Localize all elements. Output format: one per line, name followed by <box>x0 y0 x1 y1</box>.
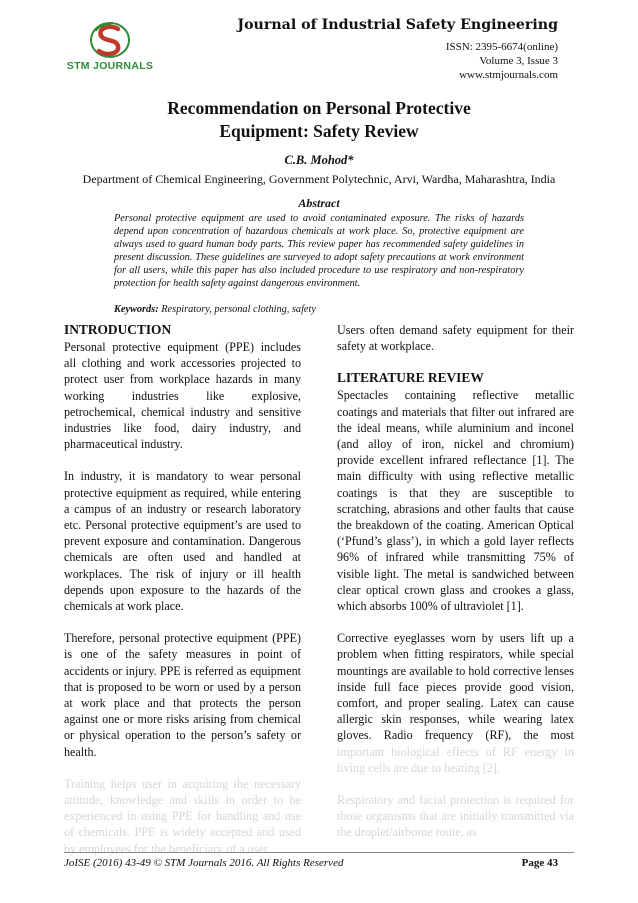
footer-divider <box>64 852 574 853</box>
section-heading-literature-review: LITERATURE REVIEW <box>337 370 484 386</box>
paper-title-line-1: Recommendation on Personal Protective <box>167 98 471 118</box>
journal-title: Journal of Industrial Safety Engineering <box>237 17 558 33</box>
intro-paragraph-4-faded: Training helps user in acquiring the necessary attitude, knowledge and skills in order to be experienced in using PPE for handling and use of chemicals. PPE is widely accepted and used by employees for the beneficiary of a user. <box>64 776 301 856</box>
lit-paragraph-2-visible: Corrective eyeglasses worn by users lift up a problem when fitting respirators, while special mountings are available to hold corrective lenses inside full face pieces provide good vision, comfort, and proper sealing. Latex can cause allergic skin responses, while wearing latex gloves. Radio frequency (RF), the most <box>337 631 574 743</box>
paper-title <box>90 97 548 143</box>
intro-paragraph-continued: Users often demand safety equipment for their safety at workplace. <box>337 323 574 354</box>
volume-issue: Volume 3, Issue 3 <box>479 55 558 67</box>
intro-paragraph-1: Personal protective equipment (PPE) includes all clothing and work accessories projected to protect user from workplace hazards in many working industries like explosive, petrochemical, chemical industry and sensitive industries like food, dairy industry, and pharmaceutical industry. <box>64 340 301 452</box>
abstract-text: Personal protective equipment are used to avoid contaminated exposure. The risks of hazards depend upon concentration of hazardous chemicals at work place. So, protective equipment are always used to guard human body parts. This review paper has recommended safety guidelines in present discussion. These guidelines are surveyed to adopt safety precautions at work environment for all users, while this paper has also included procedure to use respiratory and non-respiratory protection for health safety against dangerous environment. <box>114 213 524 290</box>
page-number: Page 43 <box>521 857 558 869</box>
right-column <box>337 322 574 857</box>
abstract-heading: Abstract <box>298 196 340 210</box>
lit-paragraph-3-faded: Respiratory and facial protection is required for those organisms that are initially transmitted via the droplet/airborne route, as <box>337 793 574 840</box>
intro-paragraph-2: In industry, it is mandatory to wear personal protective equipment as required, while entering a campus of an industry or research laboratory etc. Personal protective equipment’s are used to prevent exposure and contamination. Dangerous chemicals are often used and handled at workplaces. The risk of injury or ill health depends upon exposure to the hazards of the chemicals at work place. <box>64 469 301 614</box>
lit-paragraph-2 <box>337 630 574 776</box>
lit-paragraph-2-faded: important biological effects of RF energy in living cells are due to heating [2]. <box>337 744 574 775</box>
footer-citation: JoISE (2016) 43-49 © STM Journals 2016. All Rights Reserved <box>64 857 344 869</box>
keywords-label: Keywords: <box>114 304 159 315</box>
logo-text: STM JOURNALS <box>66 60 154 72</box>
left-column <box>64 322 301 873</box>
stm-logo-icon <box>88 20 132 60</box>
keywords <box>114 304 524 315</box>
paper-title-line-2: Equipment: Safety Review <box>219 121 419 141</box>
affiliation: Department of Chemical Engineering, Government Polytechnic, Arvi, Wardha, Maharashtra, India <box>82 172 556 186</box>
issn: ISSN: 2395-6674(online) <box>445 41 558 53</box>
keywords-list: Respiratory, personal clothing, safety <box>161 304 316 315</box>
author: C.B. Mohod* <box>284 153 354 167</box>
section-heading-introduction: INTRODUCTION <box>64 322 172 337</box>
lit-paragraph-1: Spectacles containing reflective metallic coatings and materials that filter out infrared are the ideal means, while aluminium and inconel (and alloy of iron, nickel and chromium) provide excellent infrared reflectance [1]. The main difficulty with using reflective metallic coatings is that they are susceptible to scratching, abrasions and other faults that cause the breakdown of the coating. American Optical (‘Pfund’s glass’), in which a gold layer reflects 96% of infrared while transmitting 75% of visible light. The metal is sandwiched between clear optical crown glass and crookes a glass, which absorbs 100% of ultraviolet [1]. <box>337 388 574 614</box>
intro-paragraph-3: Therefore, personal protective equipment (PPE) is one of the safety measures in point of accidents or injury. PPE is referred as equipment that is proposed to be worn or used by a person at work place and that protects the person against one or more risks arising from chemical or physical operation to the person’s safety or health. <box>64 631 301 759</box>
journal-website-link[interactable]: www.stmjournals.com <box>459 69 558 81</box>
stm-journals-logo <box>58 16 158 82</box>
